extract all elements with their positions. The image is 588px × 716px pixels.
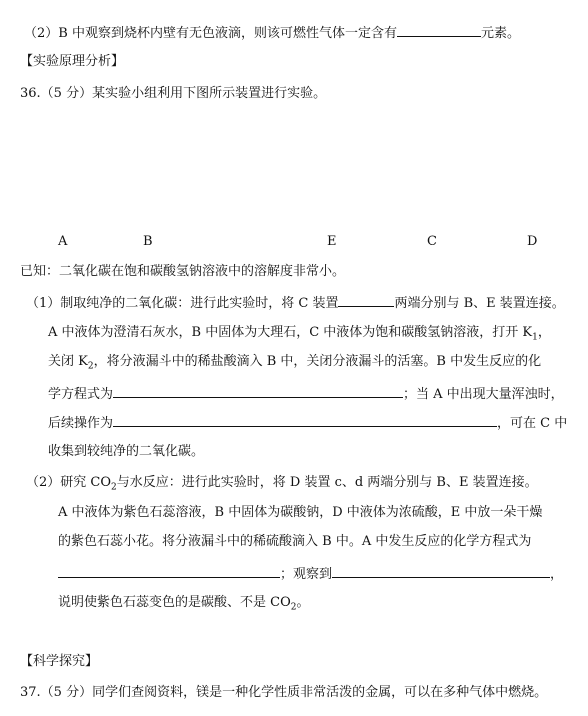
- q36-p2-text: ，: [550, 567, 564, 582]
- q36-p1-text: 后续操作为: [48, 416, 114, 431]
- answer-blank[interactable]: [113, 414, 497, 427]
- answer-blank[interactable]: [338, 294, 394, 307]
- q36-p1-line4: [48, 385, 564, 403]
- q36-p1-line1: [26, 294, 565, 312]
- subscript: 1: [532, 332, 538, 343]
- section-heading-principle: 【实验原理分析】: [20, 54, 125, 69]
- q36-p1-text: 两端分别与 B、E 装置连接。: [394, 296, 565, 311]
- apparatus-label-d: D: [527, 234, 538, 249]
- answer-blank[interactable]: [332, 565, 550, 578]
- apparatus-label-c: C: [427, 234, 437, 249]
- q36-known: 已知：二氧化碳在饱和碳酸氢钠溶液中的溶解度非常小。: [20, 264, 346, 279]
- q36-p1-text: A 中液体为澄清石灰水，B 中固体为大理石，C 中液体为饱和碳酸氢钠溶液，打开 K: [48, 325, 533, 340]
- q36-p1-line6: 收集到较纯净的二氧化碳。: [48, 444, 205, 459]
- q36-p2-line3: 的紫色石蕊小花。将分液漏斗中的稀硫酸滴入 B 中。A 中发生反应的化学方程式为: [58, 534, 532, 549]
- q36-p1-line2: [48, 325, 551, 341]
- q36-p1-text: 学方程式为: [48, 387, 114, 402]
- q36-p2-text: 说明使紫色石蕊变色的是碳酸、不是 CO: [58, 595, 291, 610]
- subscript: 2: [290, 602, 297, 613]
- q36-p2-text: （2）研究 CO: [26, 475, 112, 490]
- subscript: 2: [111, 482, 117, 493]
- q36-p1-text: ，可在 C 中: [497, 416, 568, 431]
- subscript: 2: [87, 361, 94, 372]
- q36-p1-text: 关闭 K: [48, 354, 88, 369]
- q36-p2-text: ；观察到: [280, 567, 333, 582]
- section-heading-inquiry: 【科学探究】: [20, 654, 99, 669]
- q36-p1-text: ；当 A 中出现大量浑浊时，: [403, 387, 564, 402]
- q36-p1-text: （1）制取纯净的二氧化碳：进行此实验时，将 C 装置: [26, 296, 339, 311]
- q36-p1-text: ，: [537, 325, 551, 340]
- q36-p2-text: 。: [296, 595, 310, 610]
- q36-p1-line3: [48, 354, 541, 370]
- q35-part2-suffix: 元素。: [480, 26, 520, 41]
- q36-stem: 36.（5 分）某实验小组利用下图所示装置进行实验。: [20, 86, 327, 101]
- q36-p1-line5: [48, 414, 567, 432]
- answer-blank[interactable]: [397, 24, 481, 37]
- q36-p2-line1: [26, 475, 538, 491]
- apparatus-label-e: E: [327, 234, 337, 249]
- q36-p2-text: 与水反应：进行此实验时，将 D 装置 c、d 两端分别与 B、E 装置连接。: [116, 475, 538, 490]
- q35-part2-text: （2）B 中观察到烧杯内壁有无色液滴，则该可燃性气体一定含有: [24, 26, 397, 41]
- q36-p2-line4: [58, 565, 563, 583]
- q36-p1-text: ，将分液漏斗中的稀盐酸滴入 B 中，关闭分液漏斗的活塞。B 中发生反应的化: [93, 354, 542, 369]
- q37-stem: 37.（5 分）同学们查阅资料，镁是一种化学性质非常活泼的金属，可以在多种气体中燃烧。: [20, 685, 548, 700]
- q36-p2-line5: [58, 595, 310, 611]
- answer-blank[interactable]: [58, 565, 280, 578]
- q35-part2-line: [24, 24, 520, 42]
- answer-blank[interactable]: [113, 385, 403, 398]
- q36-p2-line2: A 中液体为紫色石蕊溶液，B 中固体为碳酸钠，D 中液体为浓硫酸，E 中放一朵干燥: [58, 505, 543, 520]
- apparatus-label-b: B: [143, 234, 153, 249]
- apparatus-label-a: A: [58, 234, 68, 249]
